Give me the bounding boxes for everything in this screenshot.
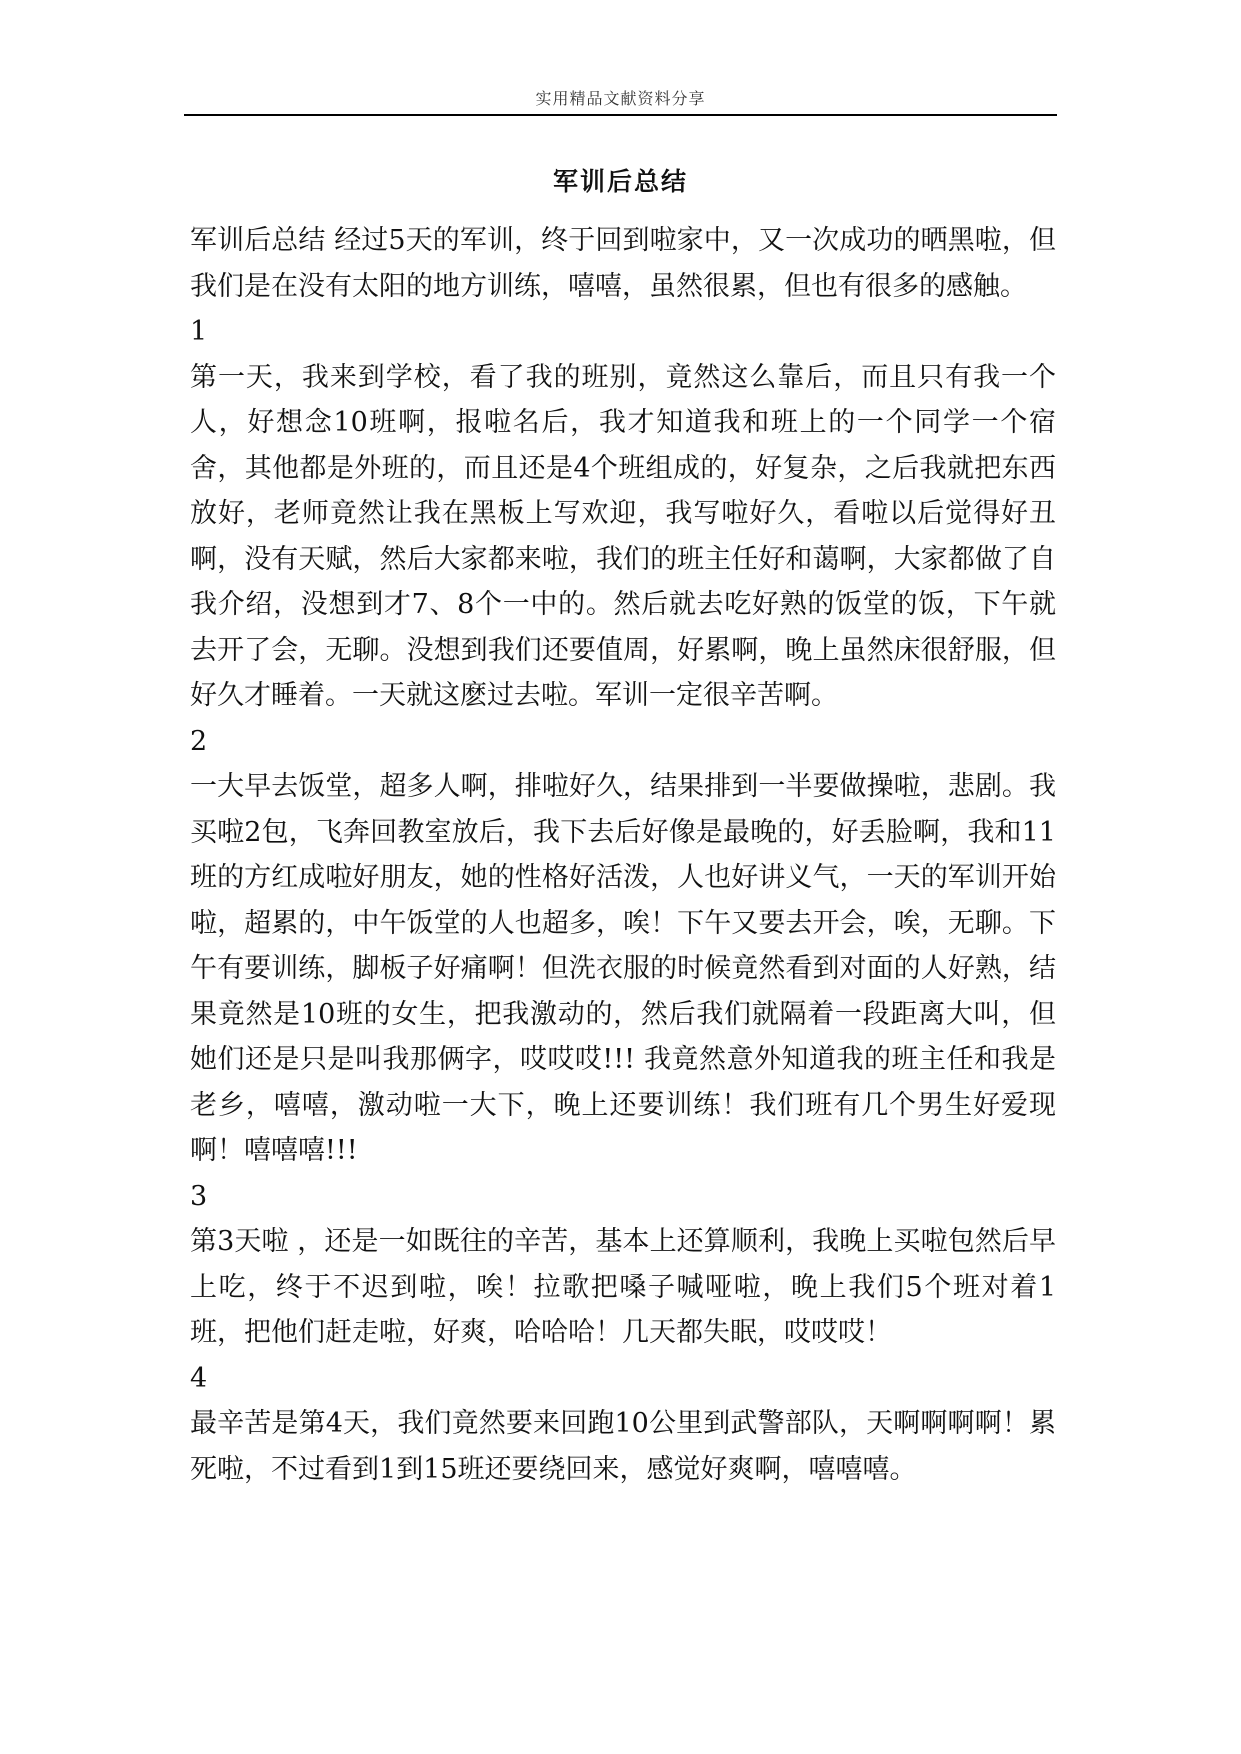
paragraph-intro: 军训后总结 经过5天的军训，终于回到啦家中，又一次成功的晒黑啦，但我们是在没有太阳的地方训练，嘻嘻，虽然很累，但也有很多的感触。 [190, 225, 1056, 302]
paragraph-day-3: 第3天啦 ，还是一如既往的辛苦，基本上还算顺利，我晚上买啦包然后早上吃，终于不迟到啦，唉！拉歌把嗓子喊哑啦，晚上我们5个班对着1班，把他们赶走啦，好爽，哈哈哈！几天都失眠，哎哎哎！ [190, 1226, 1056, 1348]
section-number-4: 4 [190, 1362, 208, 1394]
header-divider [184, 114, 1057, 116]
paragraph-day-1: 第一天，我来到学校，看了我的班别，竟然这么靠后，而且只有我一个人，好想念10班啊，报啦名后，我才知道我和班上的一个同学一个宿舍，其他都是外班的，而且还是4个班组成的，好复杂，之后我就把东西放好，老师竟然让我在黑板上写欢迎，我写啦好久，看啦以后觉得好丑啊，没有天赋，然后大家都来啦，我们的班主任好和蔼啊，大家都做了自我介绍，没想到才7、8个一中的。然后就去吃好熟的饭堂的饭，下午就去开了会，无聊。没想到我们还要值周，好累啊，晚上虽然床很舒服，但好久才睡着。一天就这麽过去啦。军训一定很辛苦啊。 [190, 361, 1056, 711]
page-header: 实用精品文献资料分享 [535, 89, 706, 108]
paragraph-day-2: 一大早去饭堂，超多人啊，排啦好久，结果排到一半要做操啦，悲剧。我买啦2包，飞奔回教室放后，我下去后好像是最晚的，好丢脸啊，我和11班的方红成啦好朋友，她的性格好活泼，人也好讲义气，一天的军训开始啦，超累的，中午饭堂的人也超多，唉！下午又要去开会，唉，无聊。下午有要训练，脚板子好痛啊！但洗衣服的时候竟然看到对面的人好熟，结果竟然是10班的女生，把我激动的，然后我们就隔着一段距离大叫，但她们还是只是叫我那俩字，哎哎哎!!! 我竟然意外知道我的班主任和我是老乡，嘻嘻，激动啦一大下，晚上还要训练！我们班有几个男生好爱现啊！嘻嘻嘻!!! [190, 771, 1056, 1166]
paragraph-day-4: 最辛苦是第4天，我们竟然要来回跑10公里到武警部队，天啊啊啊啊！累死啦，不过看到1到15班还要绕回来，感觉好爽啊，嘻嘻嘻。 [190, 1408, 1056, 1485]
document-title: 军训后总结 [552, 167, 688, 196]
document-body [190, 218, 1056, 1492]
section-number-1: 1 [190, 316, 208, 347]
section-number-3: 3 [190, 1180, 208, 1212]
section-number-2: 2 [190, 725, 208, 757]
